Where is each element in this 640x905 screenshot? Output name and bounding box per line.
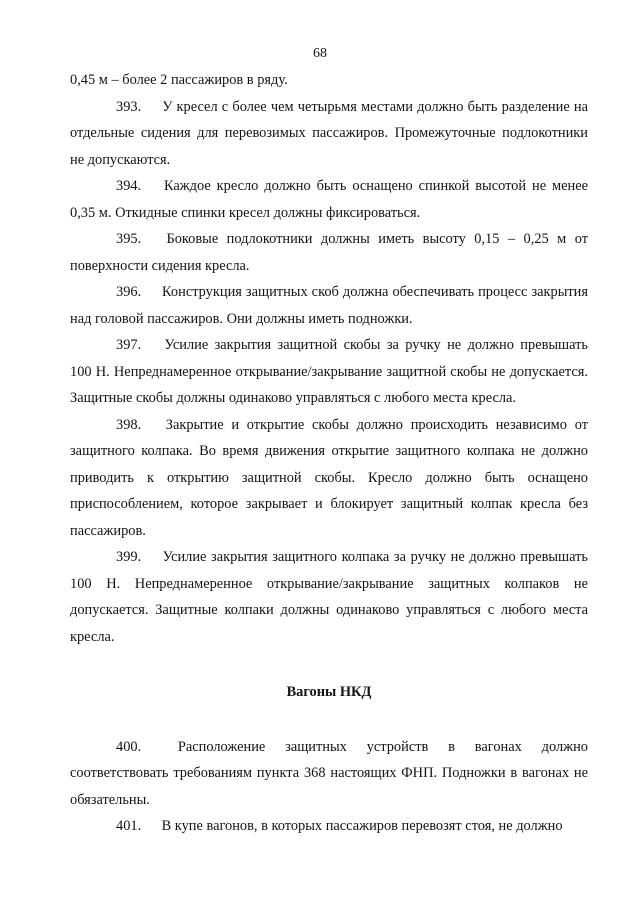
page-number: 68 [313,46,327,61]
paragraph-list-after [70,734,588,840]
paragraph-number: 400. [116,738,142,755]
paragraph-list-before [70,94,588,651]
numbered-paragraph [70,226,588,279]
paragraph-text: Закрытие и открытие скобы должно происходить независимо от защитного колпака. Во время движения открытие защитного колпака не должно приводить к открытию защитной скобы. Кресло должно быть оснащено приспособлением, которое закрывает и блокирует защитный колпак кресла без пассажиров. [70,416,588,539]
numbered-paragraph [70,412,588,545]
paragraph-text: В купе вагонов, в которых пассажиров перевозят стоя, не должно [161,818,563,834]
paragraph-number: 401. [116,818,142,834]
paragraph-text: Каждое кресло должно быть оснащено спинкой высотой не менее 0,35 м. Откидные спинки кресел должны фиксироваться. [70,178,588,221]
numbered-paragraph [70,813,588,840]
numbered-paragraph [70,734,588,814]
paragraph-text: У кресел с более чем четырьмя местами должно быть разделение на отдельные сидения для перевозимых пассажиров. Промежуточные подлокотники не допускаются. [70,98,588,168]
paragraph-text: Боковые подлокотники должны иметь высоту 0,15 – 0,25 м от поверхности сидения кресла. [70,231,588,274]
paragraph-number: 394. [116,178,142,194]
document-body [70,67,588,840]
numbered-paragraph [70,544,588,650]
section-heading: Вагоны НКД [286,684,372,700]
paragraph-number: 395. [116,231,142,247]
paragraph-number: 398. [116,416,142,433]
paragraph-number: 393. [116,98,142,115]
paragraph-text: Усилие закрытия защитной скобы за ручку не должно превышать 100 Н. Непреднамеренное открывание/закрывание защитной скобы не допускается. Защитные скобы должны одинаково управляться с любого места кресла. [70,337,588,406]
numbered-paragraph [70,332,588,412]
paragraph-number: 397. [116,337,142,353]
paragraph-number: 399. [116,549,142,565]
paragraph-text: Усилие закрытия защитного колпака за ручку не должно превышать 100 Н. Непреднамеренное открывание/закрывание защитных колпаков не допускается. Защитные колпаки должны одинаково управляться с любого места кресла. [70,549,588,645]
numbered-paragraph [70,94,588,174]
numbered-paragraph [70,173,588,226]
paragraph-text: Конструкция защитных скоб должна обеспечивать процесс закрытия над головой пассажиров. Они должны иметь подножки. [70,284,588,327]
paragraph-text: Расположение защитных устройств в вагонах должно соответствовать требованиям пункта 368 настоящих ФНП. Подножки в вагонах не обязательны. [70,738,588,808]
intro-line: 0,45 м – более 2 пассажиров в ряду. [70,72,288,88]
numbered-paragraph [70,279,588,332]
paragraph-number: 396. [116,284,142,300]
